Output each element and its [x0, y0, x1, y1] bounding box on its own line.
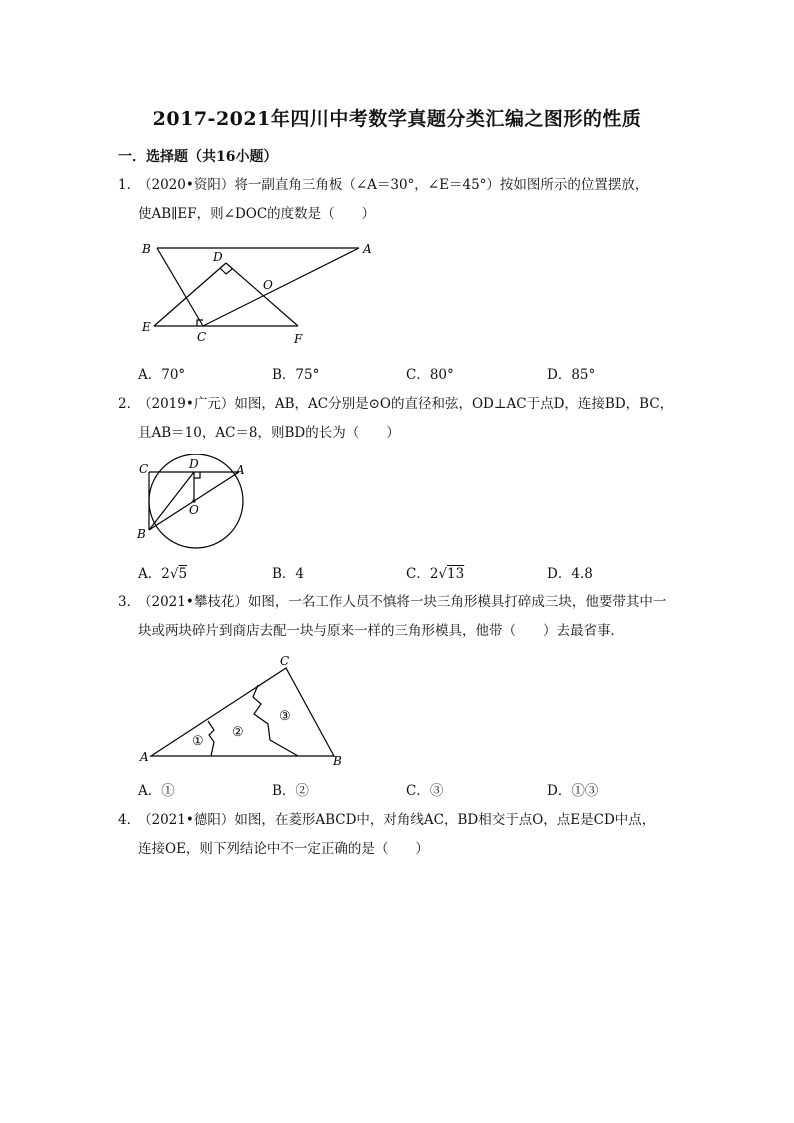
- question-text-line1: （2021•攀枝花）如图，一名工作人员不慎将一块三角形模具打碎成三块，他要带其中一: [138, 594, 667, 610]
- label-E: E: [142, 320, 151, 334]
- radicand-a: 5: [178, 566, 188, 582]
- label-O: O: [263, 278, 273, 292]
- option-c[interactable]: C．80°: [406, 367, 454, 383]
- question-text-line2: 使AB∥EF，则∠DOC的度数是（ ）: [138, 206, 376, 222]
- option-b[interactable]: B．4: [272, 566, 305, 582]
- question-text-line1: （2021•德阳）如图，在菱形ABCD中，对角线AC，BD相交于点O，点E是CD中点，: [138, 812, 656, 828]
- radicand-c: 13: [447, 566, 465, 582]
- question-1-options: [138, 363, 658, 383]
- page-title: 2017-2021年四川中考数学真题分类汇编之图形的性质: [152, 108, 642, 130]
- label-F: F: [294, 332, 303, 346]
- question-4: [118, 806, 688, 864]
- question-1-figure: [130, 236, 390, 348]
- option-a[interactable]: A．①: [138, 783, 175, 799]
- question-3: [118, 588, 688, 646]
- option-a[interactable]: A．70°: [138, 367, 186, 383]
- label-C: C: [280, 654, 290, 668]
- piece-2-label: ②: [232, 725, 244, 740]
- question-3-options: [138, 779, 658, 799]
- option-c[interactable]: C．2√13: [406, 566, 465, 582]
- option-d[interactable]: D．85°: [547, 367, 596, 383]
- label-A: A: [140, 750, 149, 764]
- label-A: A: [363, 242, 372, 256]
- label-B: B: [142, 242, 151, 256]
- question-text-line2: 且AB＝10，AC＝8，则BD的长为（ ）: [138, 425, 400, 441]
- label-A: A: [236, 463, 245, 477]
- section-heading: 一．选择题（共16小题）: [118, 149, 278, 165]
- question-text-line1: （2019•广元）如图，AB，AC分别是⊙O的直径和弦，OD⊥AC于点D，连接BD，BC，: [138, 396, 674, 412]
- piece-3-label: ③: [279, 709, 291, 724]
- label-O: O: [189, 503, 199, 517]
- label-C: C: [139, 462, 149, 476]
- piece-1-label: ①: [192, 734, 204, 749]
- option-a[interactable]: A．2√5: [138, 566, 188, 582]
- question-3-figure: [136, 652, 350, 770]
- option-c[interactable]: C．③: [406, 783, 444, 799]
- question-2: [118, 390, 688, 448]
- question-number: 3．: [118, 594, 141, 610]
- option-b[interactable]: B．②: [272, 783, 309, 799]
- question-number: 1．: [118, 177, 141, 193]
- question-number: 2．: [118, 396, 141, 412]
- question-number: 4．: [118, 812, 141, 828]
- label-B: B: [137, 527, 146, 541]
- option-d[interactable]: D．4.8: [547, 566, 593, 582]
- question-text-line2: 连接OE，则下列结论中不一定正确的是（ ）: [138, 841, 429, 857]
- question-2-figure: [134, 454, 248, 554]
- option-c-text: C．2: [406, 566, 439, 582]
- question-text-line2: 块或两块碎片到商店去配一块与原来一样的三角形模具，他带（ ）去最省事．: [138, 623, 624, 639]
- label-D: D: [189, 457, 199, 471]
- label-C: C: [197, 330, 207, 344]
- option-b[interactable]: B．75°: [272, 367, 320, 383]
- option-a-text: A．2: [138, 566, 170, 582]
- option-d[interactable]: D．①③: [547, 783, 599, 799]
- question-1: [118, 171, 688, 229]
- label-B: B: [333, 754, 342, 768]
- question-text-line1: （2020•资阳）将一副直角三角板（∠A＝30°，∠E＝45°）按如图所示的位置摆放，: [138, 177, 649, 193]
- question-2-options: [138, 562, 658, 582]
- label-D: D: [213, 250, 223, 264]
